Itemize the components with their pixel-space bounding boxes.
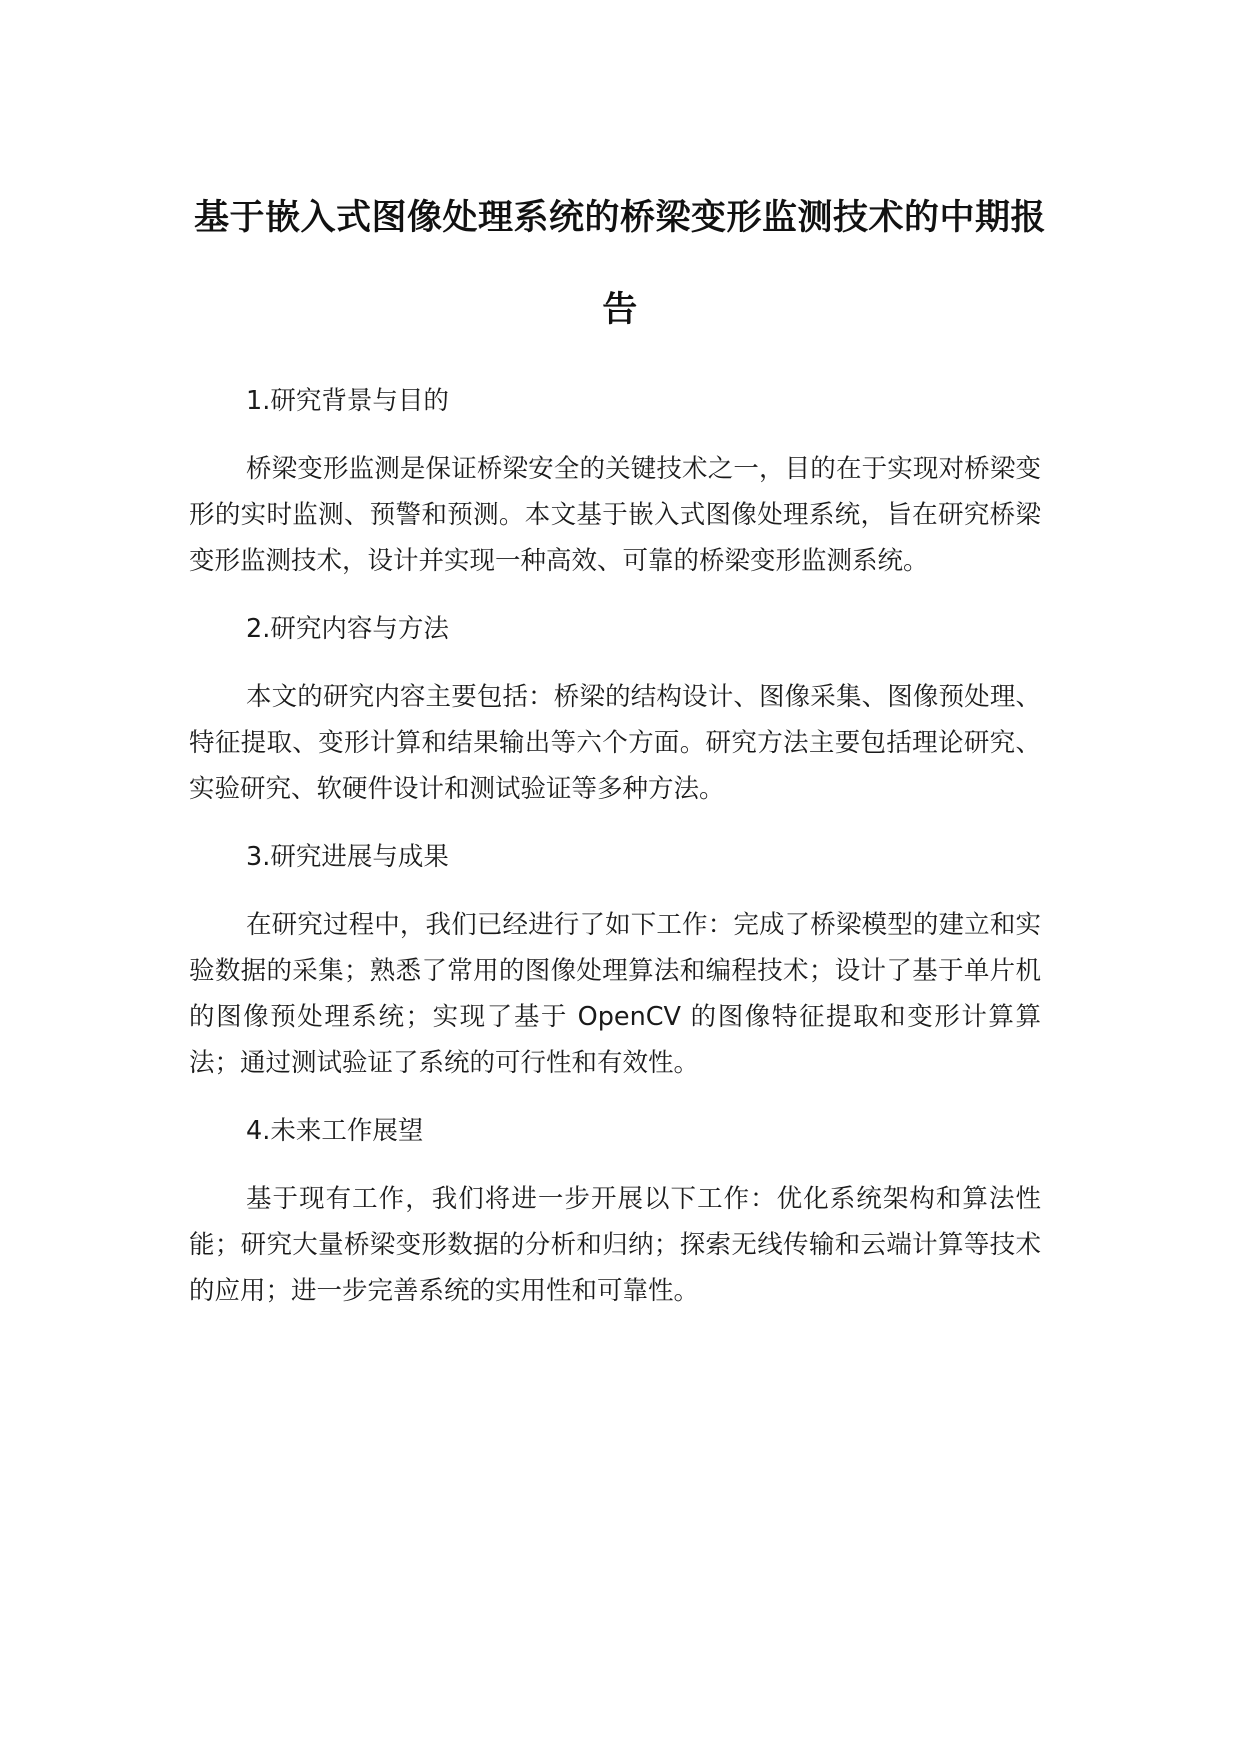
section-future-work xyxy=(189,1108,1041,1314)
section-heading: 2.研究内容与方法 xyxy=(246,614,449,644)
section-heading: 1.研究背景与目的 xyxy=(246,386,449,416)
section-paragraph: 基于现有工作，我们将进一步开展以下工作：优化系统架构和算法性能；研究大量桥梁变形数据的分析和归纳；探索无线传输和云端计算等技术的应用；进一步完善系统的实用性和可靠性。 xyxy=(189,1184,1041,1306)
section-heading: 3.研究进展与成果 xyxy=(246,842,449,872)
section-paragraph: 本文的研究内容主要包括：桥梁的结构设计、图像采集、图像预处理、特征提取、变形计算和结果输出等六个方面。研究方法主要包括理论研究、实验研究、软硬件设计和测试验证等多种方法。 xyxy=(189,682,1041,804)
section-progress-results xyxy=(189,834,1041,1086)
document-body xyxy=(189,378,1041,1336)
section-paragraph: 桥梁变形监测是保证桥梁安全的关键技术之一，目的在于实现对桥梁变形的实时监测、预警和预测。本文基于嵌入式图像处理系统，旨在研究桥梁变形监测技术，设计并实现一种高效、可靠的桥梁变形监测系统。 xyxy=(189,454,1041,576)
section-paragraph: 在研究过程中，我们已经进行了如下工作：完成了桥梁模型的建立和实验数据的采集；熟悉了常用的图像处理算法和编程技术；设计了基于单片机的图像预处理系统；实现了基于 OpenCV 的图像特征提取和变形计算算法；通过测试验证了系统的可行性和有效性。 xyxy=(189,910,1041,1078)
section-background xyxy=(189,378,1041,584)
document-title: 基于嵌入式图像处理系统的桥梁变形监测技术的中期报告 xyxy=(193,198,1046,330)
section-content-methods xyxy=(189,606,1041,812)
section-heading: 4.未来工作展望 xyxy=(246,1116,424,1146)
